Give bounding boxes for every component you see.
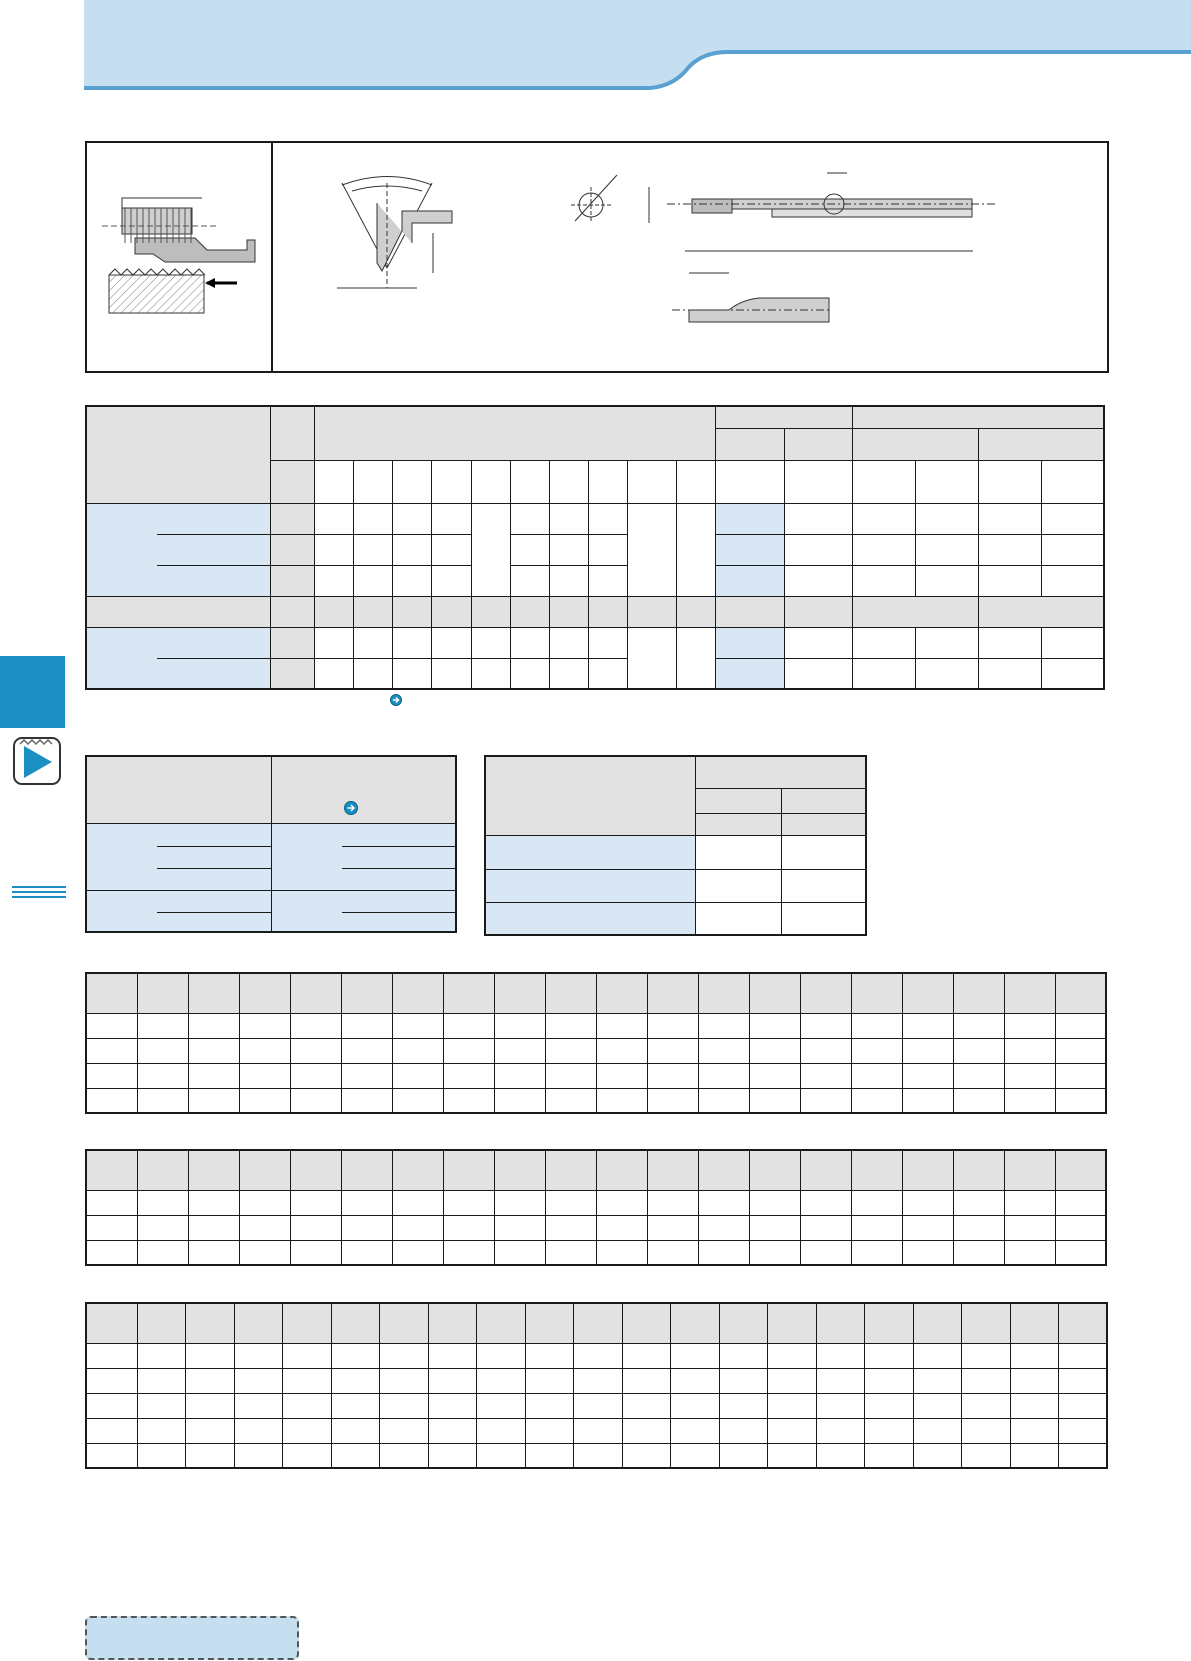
table-row xyxy=(86,890,456,932)
cutting-condition-table xyxy=(484,755,867,936)
table-row xyxy=(86,1190,1106,1215)
table-row xyxy=(86,823,456,890)
spec-table xyxy=(85,405,1105,690)
table-row xyxy=(86,1013,1106,1038)
table-row xyxy=(86,1038,1106,1063)
thread-insert-icon xyxy=(12,736,64,788)
cross-section-view xyxy=(571,175,617,223)
table-row xyxy=(485,869,866,902)
side-divider-lines xyxy=(12,886,66,900)
table-row xyxy=(86,1418,1107,1443)
bar-top-view xyxy=(672,273,832,322)
thread-profile-view xyxy=(337,177,452,289)
bar-side-view xyxy=(649,173,997,251)
page-label-box xyxy=(85,1616,299,1660)
table-row xyxy=(86,1063,1106,1088)
table-row xyxy=(86,503,1104,534)
thread-grid-table-3 xyxy=(85,1302,1108,1469)
header-band xyxy=(0,0,1191,100)
table-row xyxy=(86,1368,1107,1393)
application-sketch xyxy=(102,198,255,313)
technical-drawing xyxy=(87,143,1107,371)
table-row xyxy=(485,902,866,935)
table-row xyxy=(86,1215,1106,1240)
table-row xyxy=(485,835,866,869)
table-row xyxy=(86,1393,1107,1418)
thread-grid-table-1 xyxy=(85,972,1107,1114)
side-tab xyxy=(0,656,65,728)
insert-table xyxy=(85,755,457,933)
table-row xyxy=(86,1240,1106,1265)
arrow-circle-icon xyxy=(390,693,402,705)
thread-grid-table-2 xyxy=(85,1149,1107,1266)
table-row xyxy=(86,596,1104,627)
table-row xyxy=(86,627,1104,658)
arrow-circle-icon xyxy=(344,801,358,815)
table-row xyxy=(86,1088,1106,1113)
table-row xyxy=(86,1343,1107,1368)
drawing-panel xyxy=(85,141,1109,373)
table-row xyxy=(86,1443,1107,1468)
